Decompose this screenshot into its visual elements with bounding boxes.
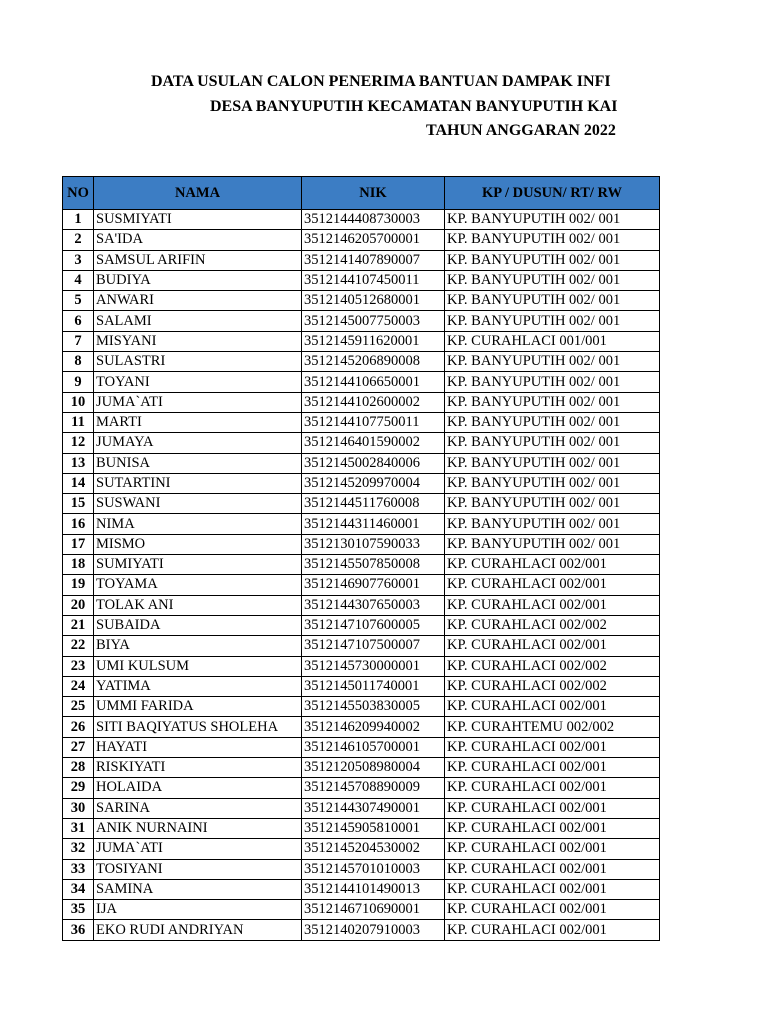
recipient-nik: 3512130107590033 [302,534,445,554]
recipient-name: BUNISA [94,453,302,473]
row-number: 8 [63,352,94,372]
table-row [63,230,660,250]
table-row [63,717,660,737]
table-row [63,555,660,575]
table-row [63,615,660,635]
recipient-name: ANWARI [94,291,302,311]
title-line-2: DESA BANYUPUTIH KECAMATAN BANYUPUTIH KAI [210,98,618,115]
recipient-address: KP. CURAHLACI 002/001 [445,737,660,757]
recipient-name: YATIMA [94,676,302,696]
recipient-name: IJA [94,900,302,920]
recipient-address: KP. CURAHLACI 002/002 [445,615,660,635]
recipient-name: MISMO [94,534,302,554]
recipient-address: KP. BANYUPUTIH 002/ 001 [445,372,660,392]
recipient-address: KP. CURAHLACI 002/001 [445,758,660,778]
table-row [63,270,660,290]
row-number: 3 [63,250,94,270]
recipient-address: KP. BANYUPUTIH 002/ 001 [445,534,660,554]
recipient-table [62,176,660,941]
recipient-address: KP. BANYUPUTIH 002/ 001 [445,473,660,493]
row-number: 4 [63,270,94,290]
column-header-nama: NAMA [94,177,302,210]
table-row [63,311,660,331]
recipient-address: KP. CURAHLACI 002/001 [445,798,660,818]
row-number: 16 [63,514,94,534]
recipient-name: JUMAYA [94,433,302,453]
row-number: 29 [63,778,94,798]
row-number: 9 [63,372,94,392]
recipient-address: KP. CURAHLACI 002/001 [445,636,660,656]
table-row [63,473,660,493]
recipient-name: SUBAIDA [94,615,302,635]
table-row [63,210,660,230]
recipient-name: BUDIYA [94,270,302,290]
recipient-name: TOYAMA [94,575,302,595]
recipient-address: KP. BANYUPUTIH 002/ 001 [445,392,660,412]
table-row [63,798,660,818]
recipient-address: KP. CURAHTEMU 002/002 [445,717,660,737]
recipient-address: KP. BANYUPUTIH 002/ 001 [445,270,660,290]
recipient-nik: 3512144311460001 [302,514,445,534]
recipient-address: KP. CURAHLACI 002/001 [445,818,660,838]
table-row [63,453,660,473]
recipient-nik: 3512144307490001 [302,798,445,818]
row-number: 7 [63,331,94,351]
row-number: 13 [63,453,94,473]
row-number: 5 [63,291,94,311]
table-row [63,291,660,311]
row-number: 11 [63,412,94,432]
recipient-name: SAMSUL ARIFIN [94,250,302,270]
table-row [63,372,660,392]
recipient-address: KP. CURAHLACI 002/001 [445,920,660,940]
recipient-nik: 3512146209940002 [302,717,445,737]
recipient-name: SA'IDA [94,230,302,250]
recipient-name: HOLAIDA [94,778,302,798]
recipient-nik: 3512144511760008 [302,494,445,514]
recipient-nik: 3512146710690001 [302,900,445,920]
row-number: 10 [63,392,94,412]
table-row [63,900,660,920]
table-row [63,352,660,372]
row-number: 20 [63,595,94,615]
table-row [63,676,660,696]
recipient-address: KP. BANYUPUTIH 002/ 001 [445,494,660,514]
recipient-address: KP. BANYUPUTIH 002/ 001 [445,230,660,250]
row-number: 22 [63,636,94,656]
recipient-name: BIYA [94,636,302,656]
column-header-address: KP / DUSUN/ RT/ RW [445,177,660,210]
recipient-nik: 3512145204530002 [302,839,445,859]
table-row [63,656,660,676]
recipient-address: KP. CURAHLACI 002/001 [445,595,660,615]
recipient-name: SUMIYATI [94,555,302,575]
table-row [63,737,660,757]
table-row [63,433,660,453]
row-number: 25 [63,697,94,717]
row-number: 18 [63,555,94,575]
table-row [63,331,660,351]
recipient-nik: 3512145503830005 [302,697,445,717]
row-number: 34 [63,879,94,899]
recipient-nik: 3512145911620001 [302,331,445,351]
row-number: 26 [63,717,94,737]
recipient-nik: 3512140512680001 [302,291,445,311]
table-row [63,575,660,595]
row-number: 1 [63,210,94,230]
recipient-name: SUSMIYATI [94,210,302,230]
recipient-address: KP. CURAHLACI 002/002 [445,676,660,696]
table-row [63,250,660,270]
table-header-row [63,177,660,210]
recipient-name: SUSWANI [94,494,302,514]
recipient-address: KP. BANYUPUTIH 002/ 001 [445,352,660,372]
recipient-name: JUMA`ATI [94,839,302,859]
recipient-nik: 3512145002840006 [302,453,445,473]
table-row [63,778,660,798]
recipient-nik: 3512140207910003 [302,920,445,940]
column-header-no: NO [63,177,94,210]
table-row [63,636,660,656]
recipient-name: MARTI [94,412,302,432]
recipient-address: KP. BANYUPUTIH 002/ 001 [445,453,660,473]
table-body [63,210,660,941]
row-number: 21 [63,615,94,635]
table-row [63,392,660,412]
row-number: 32 [63,839,94,859]
row-number: 2 [63,230,94,250]
recipient-name: NIMA [94,514,302,534]
table-row [63,697,660,717]
recipient-nik: 3512147107600005 [302,615,445,635]
recipient-nik: 3512120508980004 [302,758,445,778]
table-row [63,534,660,554]
table-row [63,758,660,778]
title-line-3: TAHUN ANGGARAN 2022 [426,122,616,139]
row-number: 35 [63,900,94,920]
row-number: 33 [63,859,94,879]
recipient-address: KP. BANYUPUTIH 002/ 001 [445,291,660,311]
recipient-address: KP. CURAHLACI 001/001 [445,331,660,351]
recipient-nik: 3512144106650001 [302,372,445,392]
recipient-address: KP. CURAHLACI 002/002 [445,656,660,676]
table-row [63,595,660,615]
recipient-address: KP. CURAHLACI 002/001 [445,697,660,717]
recipient-name: UMMI FARIDA [94,697,302,717]
recipient-name: TOSIYANI [94,859,302,879]
recipient-nik: 3512144101490013 [302,879,445,899]
recipient-nik: 3512146401590002 [302,433,445,453]
recipient-address: KP. BANYUPUTIH 002/ 001 [445,250,660,270]
recipient-address: KP. CURAHLACI 002/001 [445,575,660,595]
column-header-nik: NIK [302,177,445,210]
recipient-nik: 3512145507850008 [302,555,445,575]
table-row [63,839,660,859]
row-number: 19 [63,575,94,595]
recipient-name: TOLAK ANI [94,595,302,615]
recipient-nik: 3512146205700001 [302,230,445,250]
recipient-nik: 3512145011740001 [302,676,445,696]
recipient-nik: 3512145708890009 [302,778,445,798]
recipient-address: KP. BANYUPUTIH 002/ 001 [445,311,660,331]
recipient-name: SAMINA [94,879,302,899]
recipient-name: EKO RUDI ANDRIYAN [94,920,302,940]
table-row [63,514,660,534]
row-number: 24 [63,676,94,696]
recipient-nik: 3512141407890007 [302,250,445,270]
row-number: 28 [63,758,94,778]
recipient-address: KP. CURAHLACI 002/001 [445,879,660,899]
row-number: 36 [63,920,94,940]
recipient-nik: 3512146907760001 [302,575,445,595]
recipient-name: MISYANI [94,331,302,351]
recipient-name: SULASTRI [94,352,302,372]
recipient-name: SITI BAQIYATUS SHOLEHA [94,717,302,737]
recipient-name: RISKIYATI [94,758,302,778]
recipient-name: SARINA [94,798,302,818]
recipient-nik: 3512144102600002 [302,392,445,412]
recipient-address: KP. CURAHLACI 002/001 [445,839,660,859]
recipient-nik: 3512147107500007 [302,636,445,656]
row-number: 14 [63,473,94,493]
recipient-name: ANIK NURNAINI [94,818,302,838]
recipient-address: KP. BANYUPUTIH 002/ 001 [445,210,660,230]
recipient-nik: 3512145730000001 [302,656,445,676]
row-number: 27 [63,737,94,757]
recipient-nik: 3512146105700001 [302,737,445,757]
table-row [63,859,660,879]
row-number: 6 [63,311,94,331]
row-number: 31 [63,818,94,838]
recipient-address: KP. CURAHLACI 002/001 [445,900,660,920]
recipient-nik: 3512145701010003 [302,859,445,879]
row-number: 17 [63,534,94,554]
recipient-name: JUMA`ATI [94,392,302,412]
recipient-name: SUTARTINI [94,473,302,493]
recipient-nik: 3512145206890008 [302,352,445,372]
table-row [63,494,660,514]
recipient-address: KP. BANYUPUTIH 002/ 001 [445,514,660,534]
recipient-name: TOYANI [94,372,302,392]
table-row [63,412,660,432]
recipient-name: SALAMI [94,311,302,331]
row-number: 12 [63,433,94,453]
table-row [63,920,660,940]
recipient-address: KP. CURAHLACI 002/001 [445,555,660,575]
recipient-nik: 3512144408730003 [302,210,445,230]
recipient-name: HAYATI [94,737,302,757]
recipient-address: KP. BANYUPUTIH 002/ 001 [445,433,660,453]
table-row [63,879,660,899]
recipient-nik: 3512144307650003 [302,595,445,615]
recipient-nik: 3512145905810001 [302,818,445,838]
title-line-1: DATA USULAN CALON PENERIMA BANTUAN DAMPAK INFI [151,73,611,90]
row-number: 30 [63,798,94,818]
recipient-address: KP. BANYUPUTIH 002/ 001 [445,412,660,432]
recipient-address: KP. CURAHLACI 002/001 [445,778,660,798]
recipient-nik: 3512144107450011 [302,270,445,290]
document-header [0,0,659,150]
recipient-name: UMI KULSUM [94,656,302,676]
recipient-nik: 3512145209970004 [302,473,445,493]
recipient-nik: 3512144107750011 [302,412,445,432]
row-number: 15 [63,494,94,514]
recipient-nik: 3512145007750003 [302,311,445,331]
row-number: 23 [63,656,94,676]
recipient-address: KP. CURAHLACI 002/001 [445,859,660,879]
table-row [63,818,660,838]
